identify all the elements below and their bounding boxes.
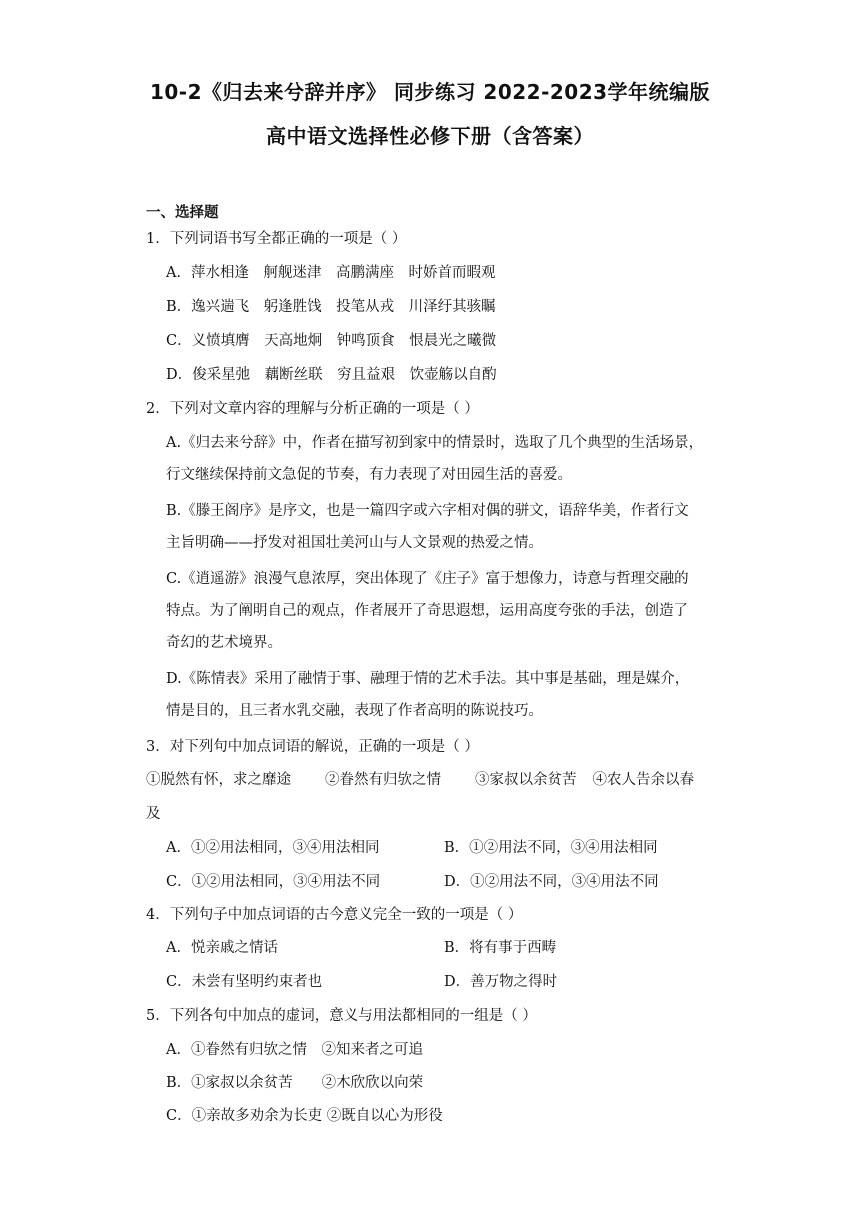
question-2-option-b-line-1: B.《滕王阁序》是序文，也是一篇四字或六字相对偶的骈文，语辞华美，作者行文	[166, 503, 689, 519]
question-5-option-c: C．①亲故多劝余为长吏 ②既自以心为形役	[166, 1108, 443, 1124]
section-heading: 一、选择题	[146, 205, 219, 221]
question-4-option-a: A．悦亲戚之情话	[166, 940, 278, 956]
question-2-option-d-line-2: 情是目的，且三者水乳交融，表现了作者高明的陈说技巧。	[166, 703, 543, 719]
question-1-option-a: A．萍水相逢 舸舰迷津 高鹏满座 时娇首而暇观	[166, 265, 496, 281]
question-4-option-b: B．将有事于西畴	[444, 940, 557, 956]
question-2-option-a-line-1: A.《归去来兮辞》中，作者在描写初到家中的情景时，选取了几个典型的生活场景，	[166, 435, 704, 451]
question-2-option-a-line-2: 行文继续保持前文急促的节奏，有力表现了对田园生活的喜爱。	[166, 467, 572, 483]
question-3-sentence-4-continued: 及	[146, 806, 161, 822]
question-4-option-d: D．善万物之得时	[444, 974, 558, 990]
question-3-sentence-1: ①脱然有怀，求之靡途	[146, 772, 291, 788]
question-2-option-b-line-2: 主旨明确——抒发对祖国壮美河山与人文景观的热爱之情。	[166, 535, 543, 551]
question-2-option-d-line-1: D.《陈情表》采用了融情于事、融理于情的艺术手法。其中事是基础，理是媒介，	[166, 671, 690, 687]
question-5-option-b: B．①家叔以余贫苦 ②木欣欣以向荣	[166, 1075, 424, 1091]
question-1-option-b: B．逸兴遄飞 躬逢胜饯 投笔从戎 川泽纡其骇瞩	[166, 299, 496, 315]
question-5-option-a: A．①眷然有归欤之情 ②知来者之可追	[166, 1042, 423, 1058]
question-2-option-c-line-3: 奇幻的艺术境界。	[166, 635, 282, 651]
question-2-option-c-line-1: C.《逍遥游》浪漫气息浓厚，突出体现了《庄子》富于想像力，诗意与哲理交融的	[166, 571, 689, 587]
question-3-sentence-4: ④农人告余以春	[592, 772, 694, 788]
question-3-sentences	[146, 770, 694, 790]
question-3-option-c: C．①②用法相同，③④用法不同	[166, 874, 381, 890]
question-3-option-b: B．①②用法不同，③④用法相同	[444, 840, 658, 856]
question-1-stem: 1．下列词语书写全都正确的一项是（ ）	[146, 231, 407, 247]
question-2-option-c-line-2: 特点。为了阐明自己的观点，作者展开了奇思遐想，运用高度夸张的手法，创造了	[166, 603, 688, 619]
question-4-stem: 4．下列句子中加点词语的古今意义完全一致的一项是（ ）	[146, 907, 523, 923]
question-4-option-c: C．未尝有坚明约束者也	[166, 974, 323, 990]
question-3-sentence-2: ②眷然有归欤之情	[325, 772, 441, 788]
question-5-stem: 5．下列各句中加点的虚词，意义与用法都相同的一组是（ ）	[146, 1008, 537, 1024]
question-3-option-d: D．①②用法不同，③④用法不同	[444, 874, 659, 890]
document-title-line-1: 10-2《归去来兮辞并序》 同步练习 2022-2023学年统编版	[149, 80, 711, 104]
question-3-option-a: A．①②用法相同，③④用法相同	[166, 840, 380, 856]
question-3-stem: 3．对下列句中加点词语的解说，正确的一项是（ ）	[146, 739, 479, 755]
question-3-sentence-3: ③家叔以余贫苦	[475, 772, 577, 788]
question-1-option-d: D．俊采星弛 藕断丝联 穷且益艰 饮壶觞以自酌	[166, 367, 497, 383]
question-2-stem: 2．下列对文章内容的理解与分析正确的一项是（ ）	[146, 401, 479, 417]
document-title-line-2: 高中语文选择性必修下册（含答案）	[266, 124, 594, 148]
question-1-option-c: C．义愤填膺 天高地炯 钟鸣顶食 恨晨光之曦微	[166, 333, 497, 349]
